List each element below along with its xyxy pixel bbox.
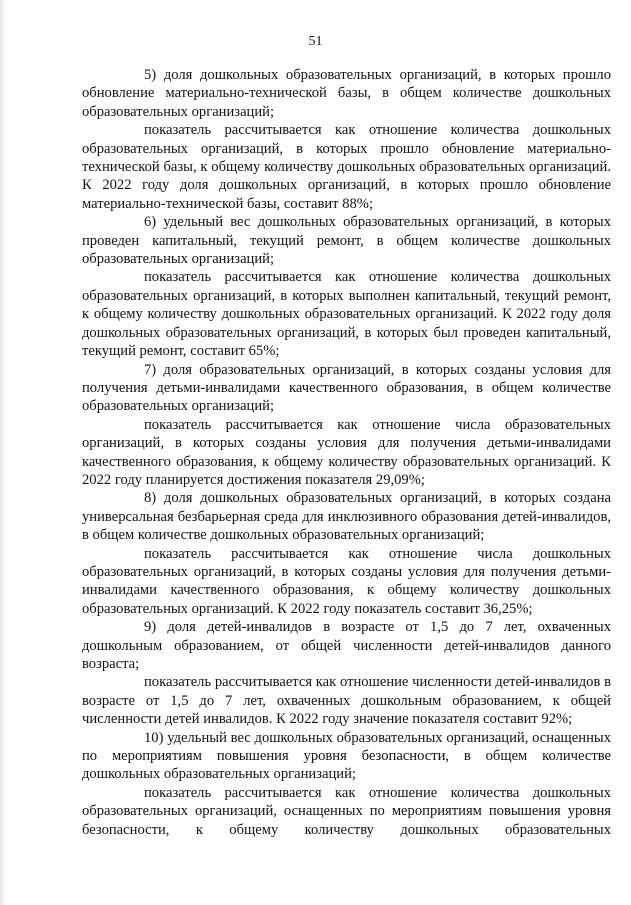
paragraph-indicator-10: 10) удельный вес дошкольных образовательных организаций, оснащенных по мероприятиям повышения уровня безопасности, в общем количестве дошкольных образовательных организаций; [82,729,611,783]
document-body [82,66,611,839]
paragraph-indicator-5: 5) доля дошкольных образовательных организаций, в которых прошло обновление материально-технической базы, в общем количестве дошкольных образовательных организаций; [82,67,611,120]
paragraph-indicator-7-calculation: показатель рассчитывается как отношение числа образовательных организаций, в которых созданы условия для получения детьми-инвалидами качественного образования, к общему количеству образовательных организаций. К 2022 году планируется достижения показателя 29,09%; [82,416,611,488]
paragraph-indicator-9: 9) доля детей-инвалидов в возрасте от 1,5 до 7 лет, охваченных дошкольным образованием, от общей численности детей-инвалидов данного возраста; [82,619,611,672]
paragraph-indicator-5-calculation: показатель рассчитывается как отношение количества дошкольных образовательных организаций, в которых прошло обновление материально-технической базы, к общему количеству дошкольных образовательных организаций. К 2022 году доля дошкольных организаций, в которых прошло обновление материально-технической базы, составит 88%; [82,122,611,212]
paragraph-indicator-10-calculation: показатель рассчитывается как отношение количества дошкольных образовательных организаций, оснащенных по мероприятиям повышения уровня безопасности, к общему количеству дошкольных образовательных [82,784,611,838]
page-number: 51 [308,34,323,49]
paragraph-indicator-8-calculation: показатель рассчитывается как отношение числа дошкольных образовательных организаций, в которых созданы условия для получения детьми-инвалидами качественного образования, к общему количеству дошкольных образовательных организаций. К 2022 году показатель составит 36,25%; [82,545,611,617]
paragraph-indicator-8: 8) доля дошкольных образовательных организаций, в которых создана универсальная безбарьерная среда для инклюзивного образования детей-инвалидов, в общем количестве дошкольных образовательных организаций; [82,490,611,544]
paragraph-indicator-7: 7) доля образовательных организаций, в которых созданы условия для получения детьми-инвалидами качественного образования, в общем количестве образовательных организаций; [82,361,611,415]
paragraph-indicator-9-calculation: показатель рассчитывается как отношение численности детей-инвалидов в возрасте от 1,5 до 7 лет, охваченных дошкольным образованием, к общей численности детей инвалидов. К 2022 году значение показателя составит 92%; [82,674,611,728]
paragraph-indicator-6-calculation: показатель рассчитывается как отношение количества дошкольных образовательных организаций, в которых выполнен капитальный, текущий ремонт, к общему количеству дошкольных образовательных организаций. К 2022 году доля дошкольных образовательных организаций, в которых был проведен капитальный, текущий ремонт, составит 65%; [82,269,611,360]
page-edge-shadow [0,0,6,905]
paragraph-indicator-6: 6) удельный вес дошкольных образовательных организаций, в которых проведен капитальный, текущий ремонт, в общем количестве дошкольных образовательных организаций; [82,214,611,268]
